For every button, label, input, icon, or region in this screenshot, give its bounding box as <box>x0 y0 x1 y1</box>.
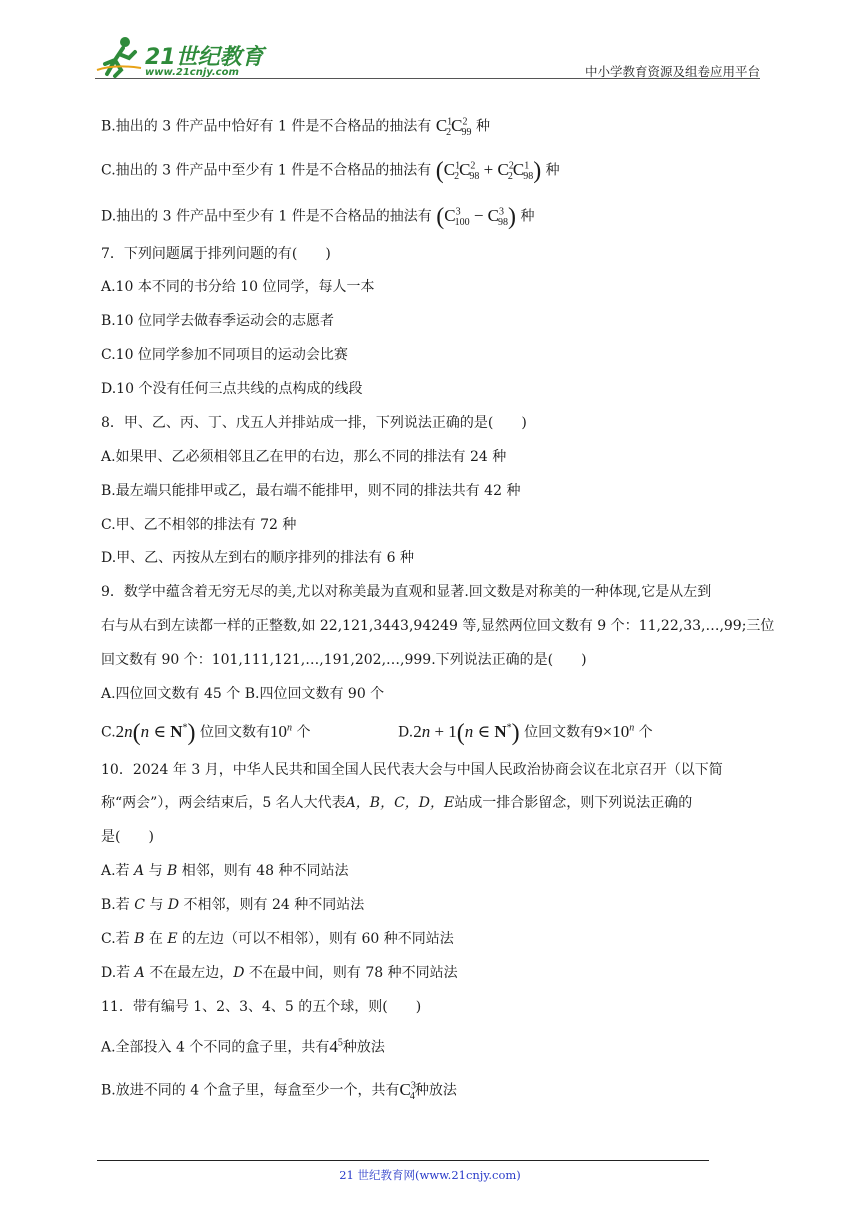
q10-stem-line2 <box>101 793 692 813</box>
q11-option-b <box>101 1076 457 1107</box>
q9d-prefix: D. <box>398 724 414 741</box>
q9-options-ab: A.四位回文数有 45 个 B.四位回文数有 90 个 <box>101 686 385 702</box>
q10b-pre: B.若 <box>101 897 130 913</box>
q6-option-c <box>101 156 560 187</box>
q6c-suffix: 种 <box>545 162 560 179</box>
var-d: D <box>167 897 180 913</box>
header-divider <box>95 78 760 79</box>
q10d-mid: 不在最左边， <box>149 965 234 981</box>
q10c-pre: C.若 <box>101 931 130 947</box>
q8-stem: 8．甲、乙、丙、丁、戊五人并排站成一排，下列说法正确的是( ) <box>101 415 527 431</box>
q10-option-c <box>101 929 454 949</box>
q9-option-c <box>101 718 311 746</box>
q11b-post: 种放法 <box>414 1082 457 1099</box>
q9d-suffix: 个 <box>638 724 653 741</box>
logo-url: www.21cnjy.com <box>145 67 239 78</box>
footer-divider <box>97 1160 709 1161</box>
q11a-formula: $4^5$ <box>329 1036 343 1056</box>
runner-logo-icon <box>95 34 143 78</box>
q10a-pre: A.若 <box>101 863 130 879</box>
q9c-count: 10$^n$ <box>270 721 292 741</box>
q6c-formula: $(C^1_2C^2_{98} + C^2_2C^1_{98})$ <box>435 157 542 184</box>
q9c-prefix: C. <box>101 724 116 741</box>
q9-stem-line1: 9．数学中蕴含着无穷无尽的美,尤以对称美最为直观和显著.回文数是对称美的一种体现,它是从左到 <box>101 584 712 600</box>
q7-option-c: C.10 位同学参加不同项目的运动会比赛 <box>101 347 348 363</box>
q11b-formula: $C^3_4$ <box>399 1079 416 1103</box>
page-header <box>95 30 760 80</box>
q10d-post: 不在最中间，则有 78 种不同站法 <box>248 965 458 981</box>
q11a-post: 种放法 <box>342 1039 385 1056</box>
q10-people: A，B，C，D，E <box>345 795 455 811</box>
q6d-suffix: 种 <box>520 208 535 225</box>
q7-option-a: A.10 本不同的书分给 10 位同学，每人一本 <box>101 279 375 295</box>
q11-option-a <box>101 1033 385 1058</box>
q6b-text: B.抽出的 3 件产品中恰好有 1 件是不合格品的抽法有 <box>101 118 432 135</box>
q9d-mid: 位回文数有 <box>524 724 595 741</box>
var-a: A <box>134 965 145 981</box>
q10a-post: 相邻，则有 48 种不同站法 <box>181 863 349 879</box>
q7-stem: 7．下列问题属于排列问题的有( ) <box>101 246 331 262</box>
var-b: B <box>167 863 178 879</box>
q10b-mid: 与 <box>149 897 164 913</box>
q10c-mid: 在 <box>148 931 163 947</box>
q8-option-a: A.如果甲、乙必须相邻且乙在甲的右边，那么不同的排法有 24 种 <box>101 449 507 465</box>
q10-option-a <box>101 861 349 881</box>
q11a-pre: A.全部投入 4 个不同的盒子里，共有 <box>101 1039 330 1056</box>
site-logo <box>95 34 265 78</box>
q9d-formula: 2n + 1(n ∈ N*) <box>413 719 520 746</box>
q6c-text: C.抽出的 3 件产品中至少有 1 件是不合格品的抽法有 <box>101 162 432 179</box>
var-c: C <box>134 897 145 913</box>
q7-option-b: B.10 位同学去做春季运动会的志愿者 <box>101 313 335 329</box>
var-a: A <box>134 863 145 879</box>
q6b-formula: $C^1_2C^2_{99}$ <box>435 115 472 139</box>
q10-option-b <box>101 895 364 915</box>
var-b: B <box>134 931 145 947</box>
q10-l2b: 站成一排合影留念，则下列说法正确的 <box>454 795 693 811</box>
q8-option-b: B.最左端只能排甲或乙，最右端不能排甲，则不同的排法共有 42 种 <box>101 483 521 499</box>
q8-option-d: D.甲、乙、丙按从左到右的顺序排列的排法有 6 种 <box>101 550 414 566</box>
q6-option-d <box>101 202 534 233</box>
q10a-mid: 与 <box>148 863 163 879</box>
q10d-pre: D.若 <box>101 965 131 981</box>
q7-option-d: D.10 个没有任何三点共线的点构成的线段 <box>101 381 363 397</box>
footer-text[interactable]: 21 世纪教育网(www.21cnjy.com) <box>339 1168 521 1182</box>
q11-stem: 11．带有编号 1、2、3、4、5 的五个球，则( ) <box>101 999 422 1015</box>
q11b-pre: B.放进不同的 4 个盒子里，每盒至少一个，共有 <box>101 1082 400 1099</box>
var-e: E <box>167 931 178 947</box>
q10c-post: 的左边（可以不相邻），则有 60 种不同站法 <box>182 931 454 947</box>
q9-stem-line2: 右与从右到左读都一样的正整数,如 22,121,3443,94249 等,显然两位回文数有 9 个：11,22,33,…,99;三位 <box>101 618 775 634</box>
q10-option-d <box>101 963 458 983</box>
q6b-suffix: 种 <box>475 118 490 135</box>
header-platform-title: 中小学教育资源及组卷应用平台 <box>584 64 760 79</box>
q9c-suffix: 个 <box>296 724 311 741</box>
q9d-count: $9\times 10^n$ <box>594 721 635 741</box>
q9-stem-line3: 回文数有 90 个：101,111,121,…,191,202,…,999.下列说法正确的是( ) <box>101 652 587 668</box>
q6d-formula: $(C^3_{100} - C^3_{98})$ <box>436 203 517 230</box>
q6d-text: D.抽出的 3 件产品中至少有 1 件是不合格品的抽法有 <box>101 208 432 225</box>
q8-option-c: C.甲、乙不相邻的排法有 72 种 <box>101 517 297 533</box>
q10b-post: 不相邻，则有 24 种不同站法 <box>183 897 365 913</box>
q9c-formula: 2n(n ∈ N*) <box>115 719 196 746</box>
logo-brand: 21世纪教育 <box>145 45 264 70</box>
q10-stem-line1: 10．2024 年 3 月，中华人民共和国全国人民代表大会与中国人民政治协商会议在北京召开（以下简 <box>101 762 723 778</box>
q10-stem-line3: 是( ) <box>101 829 154 845</box>
q6-option-b <box>101 112 490 143</box>
q10-l2a: 称“两会”），两会结束后，5 名人大代表 <box>101 795 346 811</box>
q9c-mid: 位回文数有 <box>200 724 270 741</box>
q9-option-d <box>398 718 653 746</box>
var-d: D <box>233 965 245 981</box>
